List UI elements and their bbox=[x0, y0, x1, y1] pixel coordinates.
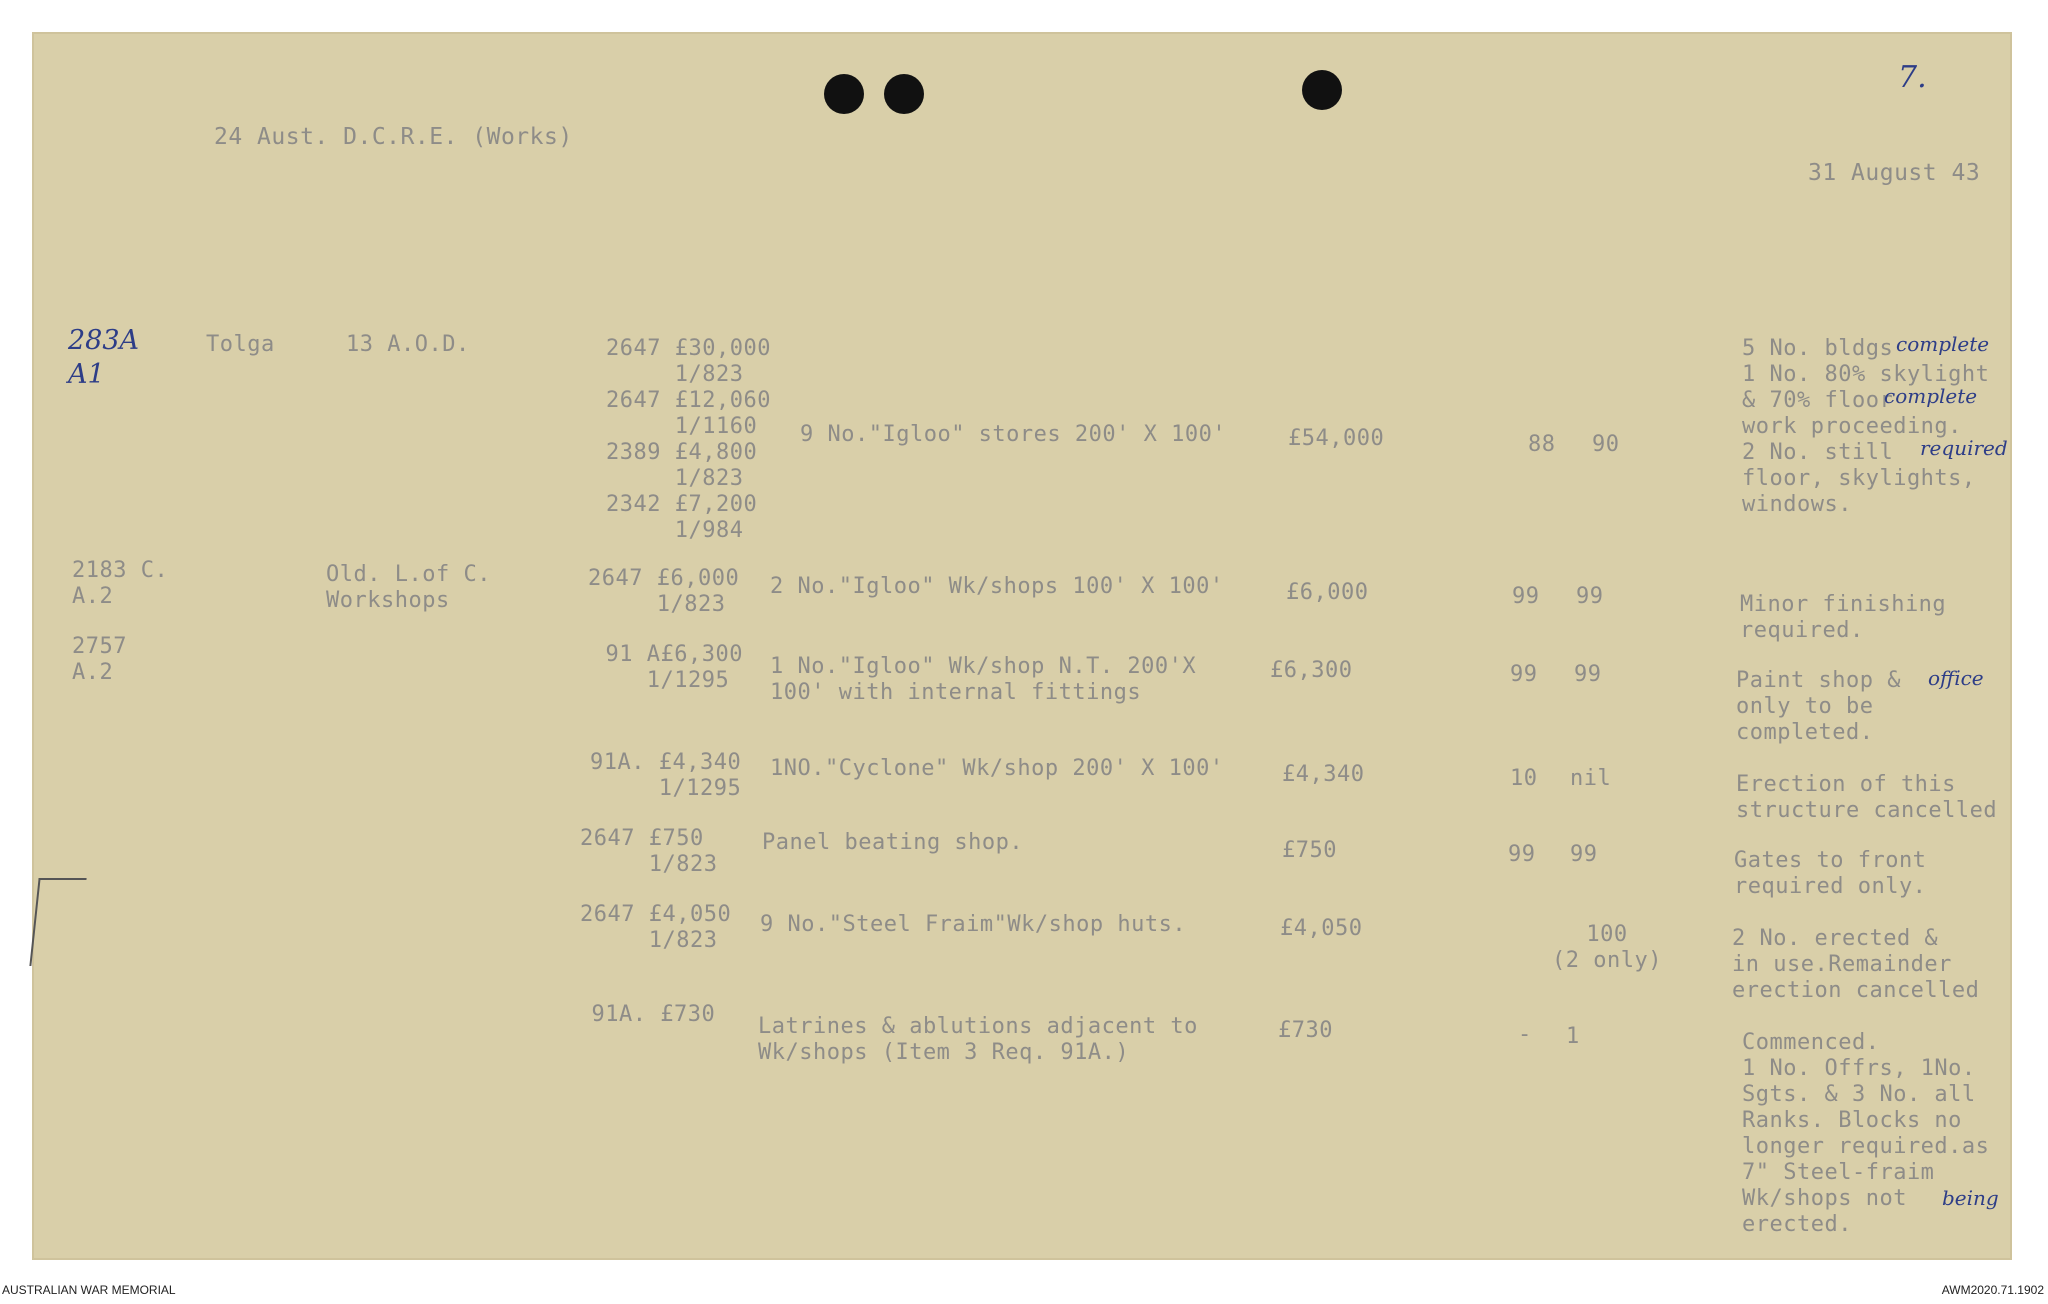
progress-percent-1: 88 bbox=[1528, 432, 1556, 457]
estimated-cost: £4,050 bbox=[1280, 916, 1363, 941]
progress-percent-2: 1 bbox=[1566, 1024, 1580, 1049]
authority-refs: 2647 £750 1/823 bbox=[580, 826, 718, 877]
progress-percent-2: 99 bbox=[1576, 584, 1604, 609]
work-description: 2 No."Igloo" Wk/shops 100' X 100' bbox=[770, 574, 1224, 599]
progress-percent-2: nil bbox=[1570, 766, 1612, 791]
authority-refs: 2647 £4,050 1/823 bbox=[580, 902, 732, 953]
progress-percent-1: 99 bbox=[1510, 662, 1538, 687]
location: Tolga bbox=[206, 332, 275, 357]
handwritten-annotation: being bbox=[1942, 1186, 1999, 1210]
remarks: Paint shop & only to be completed. bbox=[1736, 668, 1901, 745]
work-description: 9 No."Steel Fraim"Wk/shop huts. bbox=[760, 912, 1187, 937]
handwritten-annotation: required bbox=[1920, 436, 2008, 460]
footer-right: AWM2020.71.1902 bbox=[1941, 1283, 2044, 1297]
unit-name: Old. L.of C. Workshops bbox=[326, 562, 491, 613]
punch-hole-1 bbox=[824, 74, 864, 114]
progress-percent-1: - bbox=[1518, 1022, 1532, 1047]
estimated-cost: £4,340 bbox=[1282, 762, 1365, 787]
remarks: 5 No. bldgs 1 No. 80% skylight & 70% floor work proceeding. 2 No. still floor, skylights, windows. bbox=[1742, 336, 1990, 517]
unit-heading: 24 Aust. D.C.R.E. (Works) bbox=[214, 124, 573, 150]
remarks: 2 No. erected & in use.Remainder erection cancelled bbox=[1732, 926, 1980, 1003]
progress-percent-1: 99 bbox=[1508, 842, 1536, 867]
punch-hole-3 bbox=[1302, 70, 1342, 110]
handwritten-annotation: complete bbox=[1884, 384, 1978, 408]
item-number: 2757 A.2 bbox=[72, 634, 127, 685]
work-description: 1 No."Igloo" Wk/shop N.T. 200'X 100' with internal fittings bbox=[770, 654, 1197, 705]
document-sheet bbox=[32, 32, 2012, 1260]
unit-name: 13 A.O.D. bbox=[346, 332, 470, 357]
remarks: Erection of this structure cancelled bbox=[1736, 772, 1998, 823]
progress-percent-1: 99 bbox=[1512, 584, 1540, 609]
item-number: 2183 C. A.2 bbox=[72, 558, 169, 609]
estimated-cost: £54,000 bbox=[1288, 426, 1385, 451]
item-number: 283A A1 bbox=[68, 325, 140, 390]
estimated-cost: £730 bbox=[1278, 1018, 1333, 1043]
footer-left: AUSTRALIAN WAR MEMORIAL bbox=[2, 1283, 176, 1297]
progress-percent-2: 90 bbox=[1592, 432, 1620, 457]
margin-tick-mark bbox=[29, 878, 86, 966]
authority-refs: 2647 £6,000 1/823 bbox=[588, 566, 740, 617]
estimated-cost: £6,000 bbox=[1286, 580, 1369, 605]
progress-percent-2: 99 bbox=[1570, 842, 1598, 867]
document-date: 31 August 43 bbox=[1808, 160, 1981, 186]
work-description: 9 No."Igloo" stores 200' X 100' bbox=[800, 422, 1227, 447]
work-description: Panel beating shop. bbox=[762, 830, 1024, 855]
authority-refs: 91A. £730 bbox=[564, 1002, 716, 1027]
punch-hole-2 bbox=[884, 74, 924, 114]
remarks: Gates to front required only. bbox=[1734, 848, 1927, 899]
progress-percent-2: 99 bbox=[1574, 662, 1602, 687]
work-description: 1NO."Cyclone" Wk/shop 200' X 100' bbox=[770, 756, 1224, 781]
work-description: Latrines & ablutions adjacent to Wk/shops (Item 3 Req. 91A.) bbox=[758, 1014, 1198, 1065]
authority-refs: 91 A£6,300 1/1295 bbox=[605, 642, 743, 693]
remarks: Commenced. 1 No. Offrs, 1No. Sgts. & 3 No. all Ranks. Blocks no longer required.as 7" Steel-fraim Wk/shops not erected. bbox=[1742, 1030, 1990, 1237]
remarks: Minor finishing required. bbox=[1740, 592, 1947, 643]
progress-percent-1: 10 bbox=[1510, 766, 1538, 791]
handwritten-annotation: complete bbox=[1896, 332, 1990, 356]
progress-percent-2: 100 (2 only) bbox=[1552, 922, 1662, 973]
handwritten-annotation: office bbox=[1928, 666, 1984, 690]
estimated-cost: £750 bbox=[1282, 838, 1337, 863]
authority-refs: 91A. £4,340 1/1295 bbox=[590, 750, 742, 801]
page-number: 7. bbox=[1898, 60, 1927, 95]
authority-refs: 2647 £30,000 1/823 2647 £12,060 1/1160 2389 £4,800 1/823 2342 £7,200 1/984 bbox=[606, 336, 771, 543]
estimated-cost: £6,300 bbox=[1270, 658, 1353, 683]
